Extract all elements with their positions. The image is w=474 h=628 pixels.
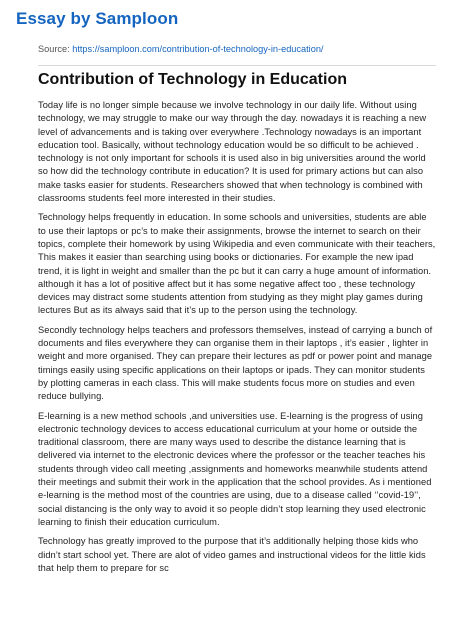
essay-body — [38, 99, 436, 581]
paragraph-3: Secondly technology helps teachers and professors themselves, instead of carrying a bunch of documents and files everywhere they can organise them in their laptops , it’s easier , lighter in weight and more organised. They can prepare their lectures as pdf or power point and manage timings easily using specific applications on their laptops or ipads. They can monitor students by plotting cameras in each class. This will make students focus more on studies and even reduce bullying. — [38, 324, 433, 402]
paragraph-2: Technology helps frequently in education. In some schools and universities, students are able to use their laptops or pc’s to make their assignments, browse the internet to search on their topics, complete their homework by using Wikipedia and even communicate with their teachers, This makes it easier than searching using books or dictionaries. For example the new ipad trend, it is light in weight and smaller than the pc but it can carry a huge amount of information. although it has a lot of positive affect but it has some negative affect too , these technology devices may distract some students attention from studying as they might play games during lectures But as its always said that it’s up to the person using the technology. — [38, 212, 436, 316]
source-line — [38, 44, 323, 54]
paragraph-4: E-learning is a new method schools ,and universities use. E-learning is the progress of using electronic technology devices to access educational curriculum at your home or outside the traditional classroom, there are many ways used to describe the distance learning that is delivered via internet to the electronic devices where the professor or the teacher teaches his students through video call meeting ,assignments and homeworks meanwhile students attend their meetings and submit their work in the application that the school provides. As i mentioned e-learning is the method most of the countries are using, due to a disease called ‘’covid-19’’, social distancing is the only way to avoid it so people didn’t stop learning they used electronic learning to finish their education curriculum. — [38, 410, 432, 527]
essay-title: Contribution of Technology in Education — [38, 71, 347, 88]
paragraph-1: Today life is no longer simple because we involve technology in our daily life. Without using technology, we may struggle to make our way through the day. nowadays it is reaching a new level of advancements and is taking over everywhere .Technology nowadays is an important education tool. Basically, without technology education would be so difficult to be achieved . technology is not only important for schools it is used also in big universities around the world so how did the technology contribute in education? It is used for primary actions but can also make tasks easier for students. Researchers showed that when technology is combined with classrooms students feel more interested in their studies. — [38, 100, 427, 204]
source-label: Source: — [38, 44, 73, 54]
brand-title: Essay by Samploon — [16, 9, 179, 28]
paragraph-5: Technology has greatly improved to the purpose that it’s additionally helping those kids who didn’t start school yet. There are alot of video games and instructional videos for the little kids that help them to prepare for sc — [38, 536, 426, 573]
header-divider — [38, 65, 436, 66]
source-link[interactable]: https://samploon.com/contribution-of-technology-in-education/ — [72, 44, 324, 54]
